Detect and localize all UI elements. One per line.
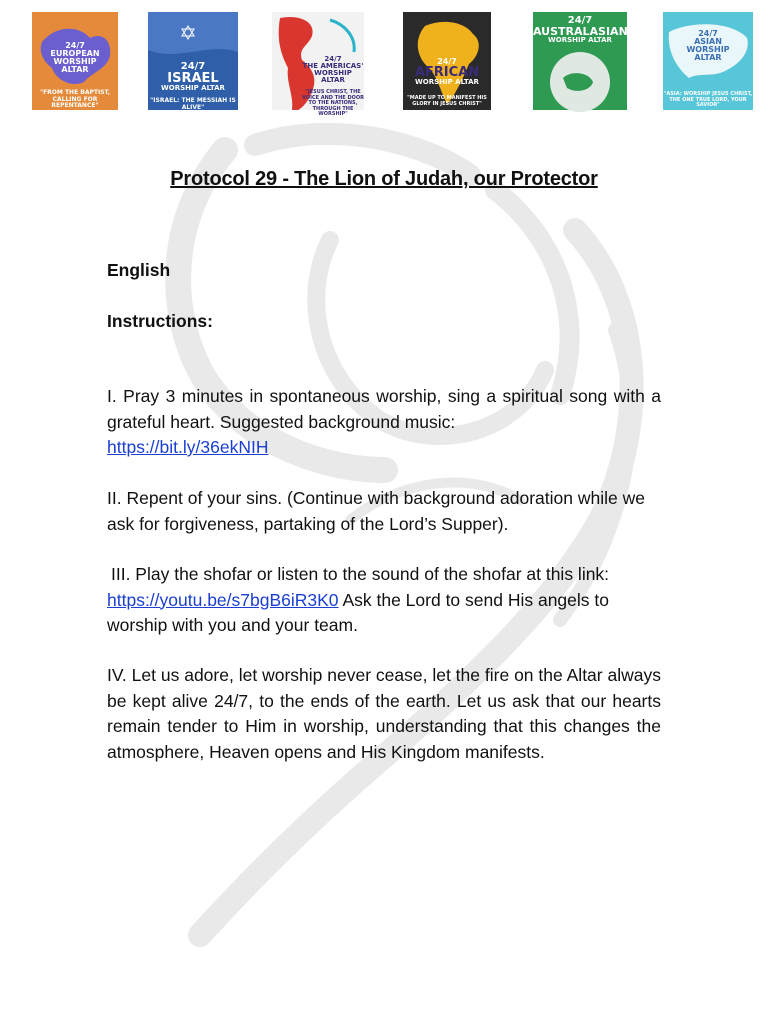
document-title: Protocol 29 - The Lion of Judah, our Protector [170,168,598,190]
banner-european-worship-altar [32,12,118,110]
banner-line: 24/7 [437,57,457,66]
banner-israel-worship-altar [148,12,238,110]
banner-line: WORSHIP [53,57,97,66]
banner-tagline: "ASIA: WORSHIP JESUS CHRIST, THE ONE TRUE LORD, YOUR SAVIOR" [663,91,753,108]
step-1-text: I. Pray 3 minutes in spontaneous worship, sing a spiritual song with a grateful heart. Suggested background music: [107,386,661,432]
banner-line: WORSHIP ALTAR [548,36,612,44]
banner-line: ALTAR [694,53,722,62]
banner-line: ALTAR [61,65,89,74]
banner-line: 24/7 [65,41,85,50]
background-music-link[interactable]: https://bit.ly/36ekNIH [107,437,269,457]
banner-line: ALTAR [321,76,345,84]
step-1-paragraph [107,384,661,461]
banner-line: 24/7 [698,29,718,38]
banner-tagline: "MADE UP TO MANIFEST HIS GLORY IN JESUS CHRIST" [407,95,487,107]
banner-line: 24/7 [324,55,342,63]
banner-line: WORSHIP [314,69,352,77]
banner-australasian-worship-altar [533,12,627,110]
banner-line: ASIAN [694,37,722,46]
language-label: English [107,260,171,280]
banner-african-worship-altar [403,12,491,110]
banner-americas-worship-altar [272,12,364,117]
banner-line: 24/7 [567,15,593,26]
shofar-link[interactable]: https://youtu.be/s7bgB6iR3K0 [107,589,339,610]
banner-line: THE AMERICAS' [302,62,364,70]
banner-asian-worship-altar [663,12,753,110]
banner-tagline: "FROM THE BAPTIST, CALLING FOR REPENTANCE" [39,89,111,110]
banner-line: WORSHIP [686,45,730,54]
banner-tagline: "JESUS CHRIST, THE VOICE AND THE DOOR TO THE NATIONS, THROUGH THE WORSHIP" [302,89,364,117]
banner-line: WORSHIP ALTAR [161,84,225,92]
banner-line: 24/7 [180,61,206,72]
banner-line: EUROPEAN [50,49,100,58]
banner-line: ISRAEL [167,71,219,86]
step-3-paragraph [107,562,661,639]
step-3-continuation: Ask the Lord to send His angels to worship with you and your team. [107,589,609,635]
instructions-heading: Instructions: [107,311,213,331]
banner-line: WORSHIP ALTAR [415,78,479,86]
banner-line: AUSTRALASIAN [533,25,628,38]
banner-tagline: "ISRAEL: THE MESSIAH IS ALIVE" [150,97,236,111]
banner-line: AFRICAN [414,65,480,80]
step-3-text: III. Play the shofar or listen to the sound of the shofar at this link: [111,564,610,584]
step-2-paragraph: II. Repent of your sins. (Continue with background adoration while we ask for forgiveness, partaking of the Lord’s Supper). [107,488,645,534]
step-4-paragraph: IV. Let us adore, let worship never cease, let the fire on the Altar always be kept alive 24/7, to the ends of the earth. Let us ask that our hearts remain tender to Him in worship, understanding that this changes the atmosphere, Heaven opens and His Kingdom manifests. [107,665,661,762]
